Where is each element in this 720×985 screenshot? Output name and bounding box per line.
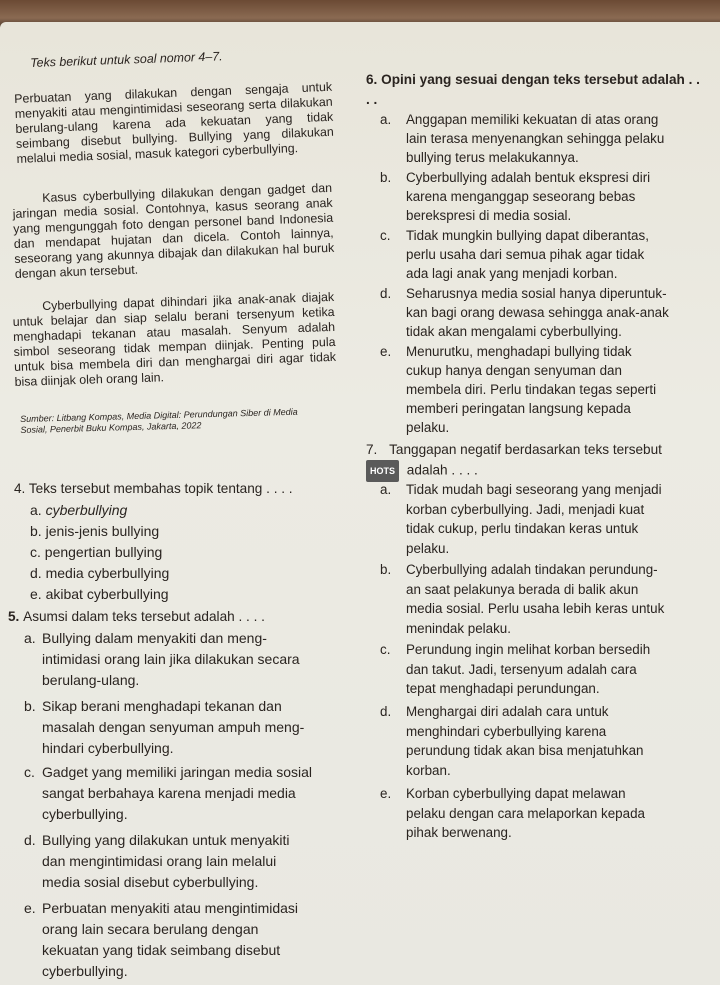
q6-option-d[interactable] xyxy=(380,284,710,341)
option-line: ada lagi anak yang menjadi korban. xyxy=(406,266,618,281)
q7-option-d[interactable] xyxy=(380,702,710,780)
option-line: Korban cyberbullying dapat melawan xyxy=(406,786,626,801)
question-4-number: 4. xyxy=(14,481,26,496)
option-line: cyberbullying. xyxy=(42,806,128,822)
option-letter: e. xyxy=(24,900,36,916)
q7-option-b[interactable] xyxy=(380,560,710,638)
option-letter: e. xyxy=(30,586,42,602)
option-letter: e. xyxy=(380,786,392,801)
q5-option-c[interactable] xyxy=(24,762,354,825)
q4-option-a[interactable] xyxy=(30,500,127,521)
option-letter: a. xyxy=(380,482,392,497)
q5-option-d[interactable] xyxy=(24,830,354,893)
option-line: tepat menghadapi perundungan. xyxy=(406,681,600,696)
q6-option-e[interactable] xyxy=(380,342,710,437)
q6-option-c[interactable] xyxy=(380,226,710,283)
q5-option-b[interactable] xyxy=(24,696,354,759)
option-line: lain terasa menyenangkan sehingga pelaku xyxy=(406,131,665,146)
passage-p2-text: Kasus cyberbullying dilakukan dengan gadget dan jaringan media sosial. Contohnya, kasus seorang anak yang mengunggah foto dengan personel band Indonesia dan mendapat hujatan dan dicela. Contoh lainnya, seseorang yang akunnya dibajak dan dilakukan hal buruk dengan akun tersebut. xyxy=(12,180,335,281)
option-line: Gadget yang memiliki jaringan media sosial xyxy=(42,764,313,780)
question-7-text-line-1: Tanggapan negatif berdasarkan teks tersebut xyxy=(389,442,662,457)
option-line: bullying terus melakukannya. xyxy=(406,150,579,165)
option-letter: c. xyxy=(380,642,391,657)
option-line: Sikap berani menghadapi tekanan dan xyxy=(42,698,282,714)
option-letter: c. xyxy=(380,228,391,243)
option-line: Anggapan memiliki kekuatan di atas orang xyxy=(406,112,659,127)
option-line: Cyberbullying adalah tindakan perundung- xyxy=(406,562,658,577)
q4-option-c[interactable] xyxy=(30,542,162,563)
intro-line: Teks berikut untuk soal nomor 4–7. xyxy=(30,49,223,70)
option-letter: d. xyxy=(380,286,392,301)
passage-p1-text: Perbuatan yang dilakukan dengan sengaja untuk menyakiti atau mengintimidasi seseorang serta dilakukan berulang-ulang karena ada kekuatan yang tidak seimbang disebut bullying. Bullying yang dilakukan melalui media sosial, masuk kategori cyberbullying. xyxy=(14,79,335,166)
option-line: hindari cyberbullying. xyxy=(42,740,174,756)
option-line: media sosial disebut cyberbullying. xyxy=(42,874,259,890)
option-letter: d. xyxy=(30,565,42,581)
option-line: kekuatan yang tidak seimbang disebut xyxy=(42,942,281,958)
textbook-page xyxy=(0,22,720,985)
option-line: Menurutku, menghadapi bullying tidak xyxy=(406,344,632,359)
option-line: Perundung ingin melihat korban bersedih xyxy=(406,642,651,657)
passage-paragraph-2 xyxy=(12,181,335,282)
q4-option-b[interactable] xyxy=(30,521,159,542)
option-line: Cyberbullying adalah bentuk ekspresi diri xyxy=(406,170,651,185)
option-letter: a. xyxy=(380,112,392,127)
q7-option-e[interactable] xyxy=(380,784,710,843)
option-line: memberi peringatan langsung kepada xyxy=(406,401,631,416)
option-letter: c. xyxy=(30,544,41,560)
option-line: Perbuatan menyakiti atau mengintimidasi xyxy=(42,900,299,916)
passage-source: Sumber: Litbang Kompas, Media Digital: Perundungan Siber di Media Sosial, Penerbit Buku Kompas, Jakarta, 2022 xyxy=(20,406,298,435)
question-4-text: Teks tersebut membahas topik tentang . . . . xyxy=(28,481,293,496)
option-line: tidak akan mengalami cyberbullying. xyxy=(406,324,622,339)
q7-option-a[interactable] xyxy=(380,480,710,558)
question-5 xyxy=(8,607,348,627)
question-5-text: Asumsi dalam teks tersebut adalah . . . . xyxy=(23,609,265,624)
option-line: Bullying yang dilakukan untuk menyakiti xyxy=(42,832,290,848)
option-line: pihak berwenang. xyxy=(406,825,512,840)
question-6-text: Opini yang sesuai dengan teks tersebut adalah . . . . xyxy=(366,72,700,107)
option-line: menindak pelaku. xyxy=(406,620,511,636)
option-line: karena menganggap seseorang bebas xyxy=(406,189,636,204)
option-line: tidak cukup, perlu tindakan keras untuk xyxy=(406,521,639,536)
q5-option-a[interactable] xyxy=(24,628,354,691)
question-7 xyxy=(366,440,706,482)
option-line: berekspresi di media sosial. xyxy=(406,208,572,223)
q4-option-d[interactable] xyxy=(30,563,169,584)
question-6-number: 6. xyxy=(366,72,378,87)
option-letter: c. xyxy=(24,764,35,780)
option-text: cyberbullying xyxy=(45,502,128,518)
option-line: intimidasi orang lain jika dilakukan secara xyxy=(42,651,300,667)
option-line: membela diri. Perlu tindakan tegas seperti xyxy=(406,382,657,397)
question-7-number: 7. xyxy=(366,442,378,457)
q6-option-a[interactable] xyxy=(380,110,710,167)
option-line: perlu usaha dari semua pihak agar tidak xyxy=(406,247,645,262)
option-letter: d. xyxy=(380,704,392,719)
option-line: pelaku dengan cara melaporkan kepada xyxy=(406,805,645,821)
hots-badge: HOTS xyxy=(366,460,399,482)
option-line: Bullying dalam menyakiti dan meng- xyxy=(42,630,267,646)
option-line: orang lain secara berulang dengan xyxy=(42,921,259,937)
option-text: akibat cyberbullying xyxy=(45,586,169,602)
option-letter: b. xyxy=(30,523,42,539)
option-letter: a. xyxy=(30,502,42,518)
option-line: perundung tidak akan bisa menjatuhkan xyxy=(406,743,644,758)
option-line: dan mengintimidasi orang lain melalui xyxy=(42,853,277,869)
passage-paragraph-1 xyxy=(14,80,335,167)
question-6 xyxy=(366,70,706,110)
option-letter: e. xyxy=(380,344,392,359)
option-line: pelaku. xyxy=(406,420,450,435)
q7-option-c[interactable] xyxy=(380,640,710,699)
option-text: jenis-jenis bullying xyxy=(45,523,160,539)
option-line: masalah dengan senyuman ampuh meng- xyxy=(42,719,305,735)
option-text: pengertian bullying xyxy=(44,544,163,560)
question-5-number: 5. xyxy=(8,609,20,624)
option-line: korban cyberbullying. Jadi, menjadi kuat xyxy=(406,501,645,517)
option-line: an saat pelakunya berada di balik akun xyxy=(406,581,639,597)
option-letter: d. xyxy=(24,832,36,848)
option-text: media cyberbullying xyxy=(45,565,170,581)
option-line: Tidak mudah bagi seseorang yang menjadi xyxy=(406,482,662,497)
option-line: menghindari cyberbullying karena xyxy=(406,723,607,739)
option-line: sangat berbahaya karena menjadi media xyxy=(42,785,296,801)
option-line: pelaku. xyxy=(406,540,450,556)
q5-option-e[interactable] xyxy=(24,898,354,982)
option-letter: a. xyxy=(24,630,36,646)
option-line: kan bagi orang dewasa sehingga anak-anak xyxy=(406,305,669,320)
option-line: berulang-ulang. xyxy=(42,672,140,688)
option-line: dan takut. Jadi, tersenyum adalah cara xyxy=(406,661,637,677)
option-letter: b. xyxy=(380,562,392,577)
passage-p3-text: Cyberbullying dapat dihindari jika anak-anak diajak untuk belajar dan siap selalu berani tersenyum ketika menghadapi tekanan atau masalah. Senyum adalah simbol seseorang tidak mempan diinjak. Penting pula untuk bisa membela diri dan menghargai diri agar tidak bisa diinjak oleh orang lain. xyxy=(12,289,337,389)
passage-paragraph-3 xyxy=(12,290,337,390)
option-line: cukup hanya dengan senyuman dan xyxy=(406,363,622,378)
option-letter: b. xyxy=(380,170,392,185)
option-letter: b. xyxy=(24,698,36,714)
option-line: media sosial. Perlu usaha lebih keras untuk xyxy=(406,601,665,616)
option-line: Tidak mungkin bullying dapat diberantas, xyxy=(406,228,649,243)
question-7-text-line-2: adalah . . . . xyxy=(406,462,478,478)
option-line: Seharusnya media sosial hanya diperuntuk- xyxy=(406,286,667,301)
q4-option-e[interactable] xyxy=(30,584,169,605)
option-line: cyberbullying. xyxy=(42,963,128,979)
q6-option-b[interactable] xyxy=(380,168,710,225)
option-line: korban. xyxy=(406,762,451,778)
question-4 xyxy=(14,479,354,499)
option-line: Menghargai diri adalah cara untuk xyxy=(406,704,609,719)
